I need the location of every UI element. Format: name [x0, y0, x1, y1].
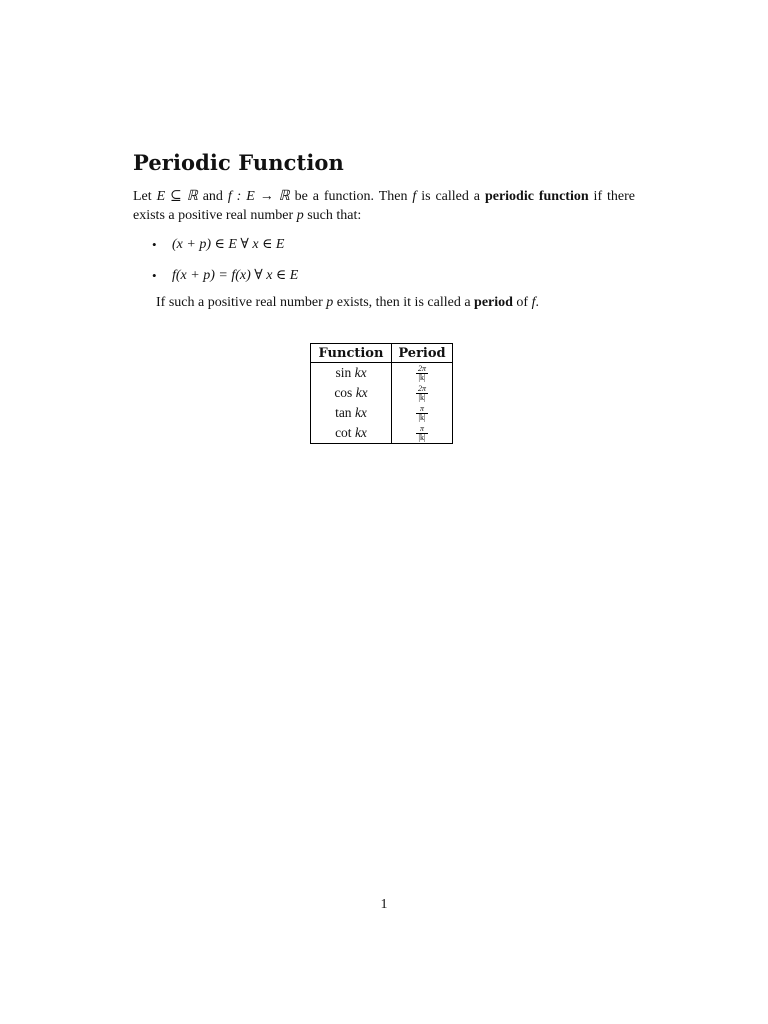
fraction-numerator: π: [419, 403, 424, 413]
function-cell: [311, 403, 392, 423]
term-periodic-function: periodic function: [484, 189, 589, 204]
fraction-numerator: 2π: [417, 363, 426, 373]
period-fraction: [416, 405, 427, 422]
function-name: tan: [335, 405, 352, 420]
table-header-row: [311, 344, 453, 363]
period-fraction: [416, 425, 427, 442]
table-row: [311, 423, 453, 444]
fraction-numerator: π: [419, 423, 424, 433]
function-name: sin: [335, 365, 352, 380]
period-text-3: of: [512, 295, 532, 310]
definition-paragraph: [133, 187, 635, 225]
function-argument: kx: [355, 385, 368, 400]
header-function: Function: [311, 344, 392, 363]
period-cell: [392, 383, 453, 403]
intro-text-5: if there exists a positive real number: [133, 189, 636, 223]
period-text-1: If such a positive real number: [156, 295, 327, 310]
table-row: [311, 363, 453, 384]
period-text-2: exists, then it is called a: [333, 295, 475, 310]
table-row: [311, 403, 453, 423]
function-cell: [311, 383, 392, 403]
period-text-4: .: [535, 295, 539, 310]
condition-list: [152, 234, 298, 296]
period-cell: [392, 403, 453, 423]
fraction-numerator: 2π: [417, 383, 426, 393]
condition-1-math: (x + p) ∈ E ∀ x ∈ E: [172, 237, 285, 252]
fraction-denominator: |k|: [418, 412, 426, 422]
header-period: Period: [392, 344, 453, 363]
function-cell: [311, 363, 392, 384]
math-p: p: [326, 295, 334, 310]
intro-text-4: is called a: [416, 189, 485, 204]
period-cell: [392, 423, 453, 444]
function-argument: kx: [354, 405, 367, 420]
function-name: cot: [335, 425, 352, 440]
function-cell: [311, 423, 392, 444]
period-cell: [392, 363, 453, 384]
math-set-e: E ⊆ ℝ: [156, 189, 198, 204]
period-definition: [156, 295, 539, 311]
condition-item: [152, 234, 298, 265]
fraction-denominator: |k|: [418, 432, 426, 442]
period-table: [310, 343, 453, 444]
period-fraction: [416, 385, 427, 402]
math-p: p: [296, 208, 304, 223]
fraction-denominator: |k|: [418, 392, 426, 402]
math-f: f: [412, 189, 417, 204]
section-title: Periodic Function: [133, 150, 344, 175]
math-function-f: f : E → ℝ: [227, 189, 290, 204]
function-argument: kx: [354, 365, 367, 380]
period-fraction: [416, 365, 427, 382]
function-name: cos: [334, 385, 353, 400]
math-f: f: [531, 295, 536, 310]
intro-text-6: such that:: [303, 208, 362, 223]
page-number: 1: [380, 897, 388, 912]
condition-item: [152, 265, 298, 296]
function-argument: kx: [354, 425, 367, 440]
fraction-denominator: |k|: [418, 372, 426, 382]
condition-2-math: f(x + p) = f(x) ∀ x ∈ E: [172, 268, 299, 283]
intro-text-2: and: [197, 189, 228, 204]
intro-text-3: be a function. Then: [289, 189, 413, 204]
table-row: [311, 383, 453, 403]
term-period: period: [474, 295, 513, 310]
intro-text-1: Let: [133, 189, 157, 204]
